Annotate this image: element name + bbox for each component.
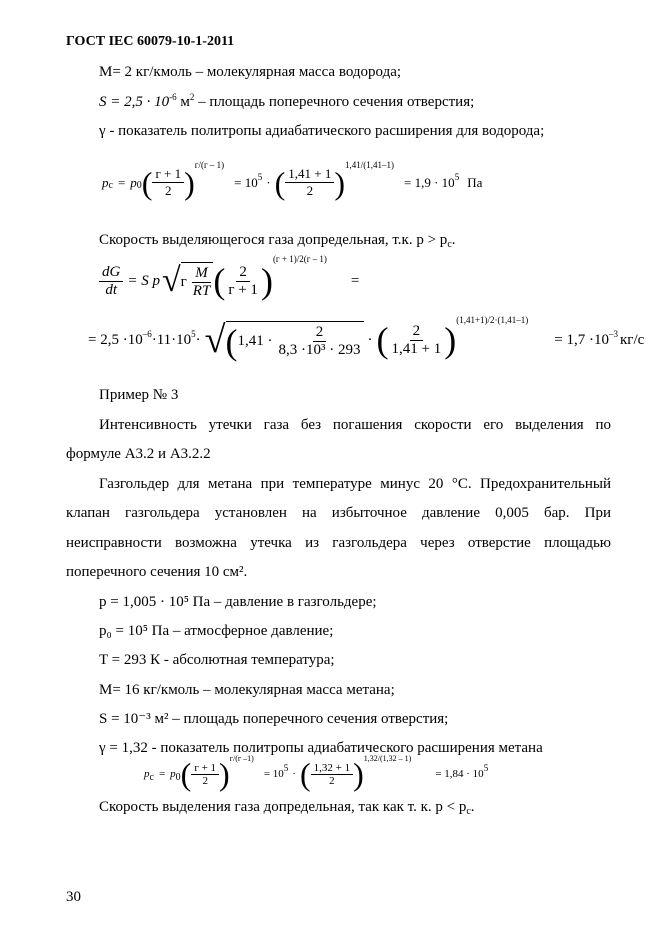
document-header: ГОСТ IEC 60079-10-1-2011 (66, 34, 235, 49)
equation-dgdt: $\frac{dG}{dt}$ = S p √ г $\frac{M}{RT}$ ( $\frac{2}{г + 1}$ ) (г + 1)/2(г – 1) = (99, 262, 359, 300)
param-line: p = 1,005 · 10⁵ Па – давление в газгольдере; (99, 594, 377, 610)
text-line: Скорость выделяющегося газа допредельная, т.к. $p > p_c$. (99, 232, 456, 250)
example-heading: Пример № 3 (99, 387, 179, 403)
text-line: Скорость выделения газа допредельная, так как т. к. $p < p_c$. (99, 799, 475, 817)
equation-dgdt-numeric: = 2,5 ·10 –6 ·11·10 5 · √ ( 1,41 · $\frac{2}{\text{8,3 ·10³ · 293}}$ · ( $\frac{2}{1,41 + 1}$ ) (1,41+1)/2·(1,41–1) = 1,7 ·10 –3 кг/с (88, 315, 645, 362)
param-line: γ = 1,32 - показатель политропы адиабатического расширения метана (99, 740, 543, 756)
paragraph-line: поперечного сечения 10 см². (66, 564, 248, 580)
paragraph-line: клапан газгольдера установлен на избыточное давление 0,005 бар. При (66, 505, 611, 521)
text-line: $S = 2,5 \cdot 10^{-6}$ $м^2$ – площадь поперечного сечения отверстия; (99, 92, 475, 110)
param-line: M= 16 кг/кмоль – молекулярная масса метана; (99, 682, 395, 698)
paragraph-line: формуле А3.2 и А3.2.2 (66, 446, 211, 462)
equation-pc-hydrogen: p c = p 0 ( $\frac{г + 1}{2}$ ) г/(г – 1) = 10 5 · ( $\frac{1,41 + 1}{2}$ ) 1,41/(1,41–1) = 1,9 · 10 5 Па (102, 159, 483, 201)
param-line: T = 293 К - абсолютная температура; (99, 652, 335, 668)
param-line: p₀ = 10⁵ Па – атмосферное давление; (99, 623, 334, 639)
text-line: M= 2 кг/кмоль – молекулярная масса водорода; (99, 64, 402, 80)
paragraph-line: Газгольдер для метана при температуре минус 20 °С. Предохранительный (99, 476, 611, 492)
equation-pc-methane: p c = p 0 ( $\frac{г + 1}{2}$ ) г/(г –1) = 10 5 · ( $\frac{1,32 + 1}{2}$ ) 1,32/(1,32 – 1) = 1,84 · 10 5 (144, 753, 489, 792)
param-line: S = 10⁻³ м² – площадь поперечного сечения отверстия; (99, 711, 449, 727)
paragraph-line: Интенсивность утечки газа без погашения скорости его выделения по (99, 417, 611, 433)
page-number: 30 (66, 889, 81, 905)
paragraph-line: неисправности возможна утечка из газгольдера через отверстие площадью (66, 535, 611, 551)
text-line: γ - показатель политропы адиабатического расширения для водорода; (99, 123, 545, 139)
